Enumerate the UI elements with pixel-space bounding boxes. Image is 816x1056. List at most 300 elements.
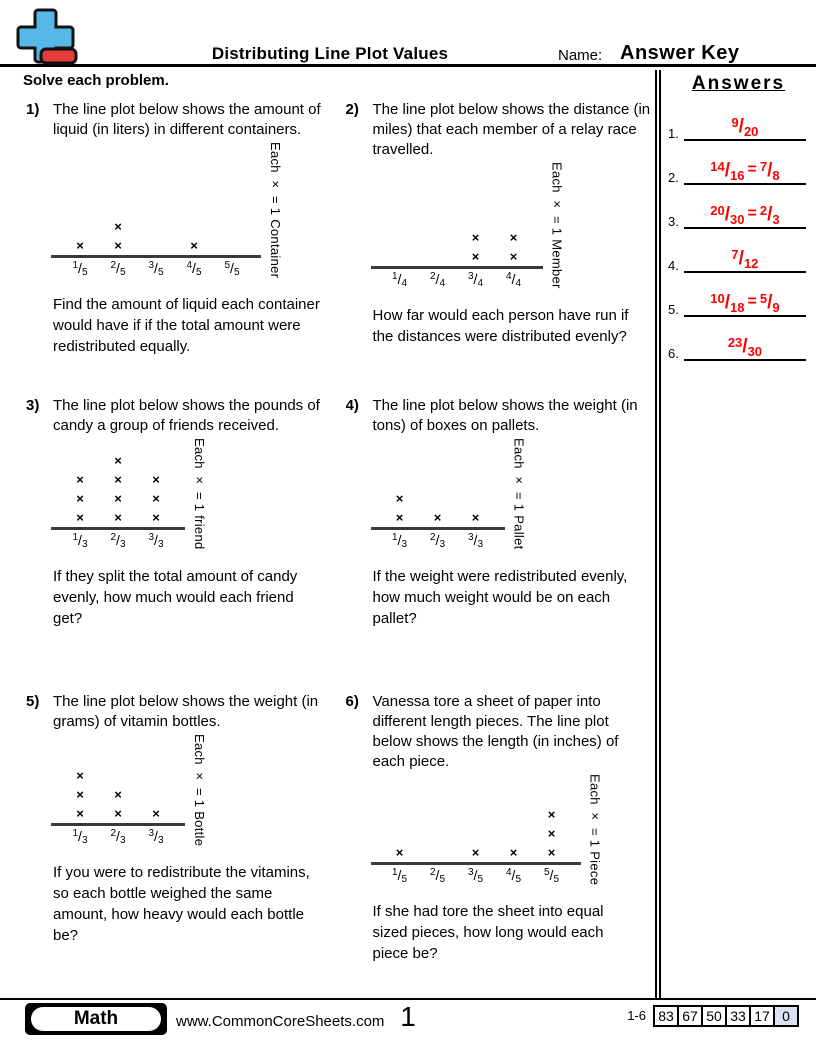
fraction-numerator: 2: [429, 531, 436, 543]
fraction-slash-icon: /: [473, 270, 478, 287]
plot-marks-area: [51, 451, 185, 530]
tick-fraction: [506, 867, 521, 884]
fraction-numerator: 3: [467, 270, 474, 282]
fraction-slash-icon: /: [230, 260, 234, 277]
fraction-slash-icon: /: [511, 867, 516, 884]
plot-column: [533, 805, 571, 862]
tick-label: [419, 530, 457, 550]
score-cell: 33: [725, 1005, 751, 1027]
fraction-slash-icon: /: [154, 260, 158, 277]
fraction-numerator: 4: [505, 270, 512, 282]
tick-fraction: [110, 260, 125, 277]
tick-fraction: [468, 867, 483, 884]
fraction-numerator: 3: [148, 260, 155, 272]
plot-marks-area: [371, 228, 543, 269]
fraction-slash-icon: /: [397, 531, 402, 548]
problem-text: The line plot below shows the weight (in tons) of boxes on pallets.: [372, 397, 638, 434]
answer-fraction: [759, 291, 780, 315]
answer-fraction: [727, 335, 763, 359]
answer-row: [661, 141, 816, 185]
fraction-slash-icon: /: [192, 260, 196, 277]
instructions: Solve each problem.: [23, 72, 169, 89]
plot-key-label: Each × = 1 Member: [549, 162, 565, 289]
plus-minus-icon: [13, 7, 79, 65]
equals-sign: =: [747, 205, 757, 222]
plot-column: [457, 843, 495, 862]
tick-fraction: [186, 260, 201, 277]
tick-fraction: [392, 532, 407, 549]
fraction-slash-icon: /: [435, 531, 440, 548]
score-cell: 17: [749, 1005, 775, 1027]
tick-fraction: [148, 828, 163, 845]
answer-number: 6.: [668, 346, 679, 361]
answer-row: [661, 317, 816, 361]
plot-tick-row: [51, 826, 185, 846]
tick-label: [61, 258, 99, 278]
x-mark-icon: ×: [547, 807, 556, 823]
plot-axis-area: [371, 805, 581, 885]
x-mark-icon: ×: [114, 219, 122, 235]
x-mark-icon: ×: [395, 845, 404, 861]
fraction-slash-icon: /: [154, 828, 158, 845]
plot-tick-row: [371, 530, 505, 550]
fraction-slash-icon: /: [435, 867, 440, 884]
x-mark-icon: ×: [152, 471, 160, 487]
problem-statement: [346, 396, 652, 436]
answer-number: 4.: [668, 258, 679, 273]
tick-label: [61, 826, 99, 846]
fraction-numerator: 20: [710, 203, 725, 218]
x-mark-icon: ×: [509, 248, 518, 264]
plot-column: [419, 508, 457, 527]
fraction-slash-icon: /: [738, 248, 744, 269]
plot-key-label: Each × = 1 Pallet: [511, 438, 527, 550]
fraction-slash-icon: /: [767, 292, 773, 313]
problem-statement: [26, 100, 332, 140]
answers-panel: [655, 70, 816, 998]
x-mark-icon: ×: [76, 787, 84, 803]
line-plot: [51, 142, 332, 278]
fraction-numerator: 1: [391, 270, 398, 282]
x-mark-icon: ×: [152, 806, 160, 822]
fraction-numerator: 1: [72, 531, 79, 543]
fraction-numerator: 1: [72, 828, 79, 840]
x-mark-icon: ×: [114, 806, 122, 822]
answer-fraction: [710, 159, 745, 183]
plot-column: [137, 470, 175, 527]
tick-label: [137, 530, 175, 550]
tick-label: [381, 269, 419, 289]
plot-column: [381, 843, 419, 862]
fraction-slash-icon: /: [724, 204, 731, 225]
answer-blank: [684, 160, 806, 185]
fraction-denominator: 3: [157, 538, 164, 550]
fraction-numerator: 1: [72, 260, 79, 272]
line-plot: [371, 162, 652, 289]
fraction-denominator: 3: [119, 835, 126, 847]
tick-label: [457, 865, 495, 885]
commoncoresheets-logo-icon: [13, 7, 79, 70]
fraction-denominator: 5: [195, 267, 202, 279]
answer-blank: [684, 204, 806, 229]
fraction-denominator: 3: [439, 538, 445, 550]
problem-statement: [26, 396, 332, 436]
fraction-denominator: 5: [401, 874, 407, 886]
answer-value: [710, 291, 780, 315]
problem-text: The line plot below shows the distance (in miles) that each member of a relay race travelled.: [372, 101, 651, 158]
fraction-denominator: 20: [743, 124, 759, 139]
plot-axis-area: [371, 228, 543, 289]
fraction-slash-icon: /: [116, 828, 120, 845]
fraction-slash-icon: /: [473, 867, 478, 884]
problem-number: 5): [26, 693, 40, 710]
answer-blank: [684, 248, 806, 273]
plot-column: [61, 766, 99, 823]
fraction-numerator: 2: [110, 531, 117, 543]
fraction-numerator: 14: [710, 159, 725, 174]
fraction-denominator: 4: [477, 277, 483, 289]
problem-question: If you were to redistribute the vitamins, so each bottle weighed the same amount, how heavy would each bottle be?: [53, 864, 310, 945]
tick-label: [495, 865, 533, 885]
problems-grid: [0, 70, 655, 998]
name-value-answer-key: Answer Key: [620, 42, 740, 64]
fraction-denominator: 5: [233, 267, 240, 279]
fraction-slash-icon: /: [397, 270, 402, 287]
problem-number: 3): [26, 397, 40, 414]
tick-label: [419, 269, 457, 289]
fraction-denominator: 5: [477, 874, 483, 886]
tick-label: [175, 258, 213, 278]
problem-question: If they split the total amount of candy evenly, how much would each friend get?: [53, 567, 298, 627]
problem-number: 2): [345, 101, 359, 118]
tick-fraction: [72, 532, 87, 549]
x-mark-icon: ×: [114, 787, 122, 803]
plot-column: [61, 236, 99, 255]
fraction-denominator: 30: [747, 344, 763, 359]
website-text: www.CommonCoreSheets.com: [176, 1013, 385, 1030]
header: [0, 0, 816, 67]
answer-row: [661, 229, 816, 273]
tick-label: [381, 865, 419, 885]
plot-marks-area: [371, 489, 505, 530]
fraction-denominator: 4: [515, 277, 521, 289]
x-mark-icon: ×: [114, 238, 122, 254]
fraction-numerator: 2: [429, 867, 436, 879]
line-plot: [371, 438, 652, 550]
fraction-numerator: 1: [391, 531, 398, 543]
fraction-denominator: 18: [730, 300, 745, 315]
plot-column: [175, 236, 213, 255]
fraction-denominator: 3: [119, 538, 126, 550]
line-plot: [51, 438, 332, 550]
plot-column: [381, 489, 419, 527]
score-cell: 67: [677, 1005, 703, 1027]
fraction-numerator: 3: [148, 531, 155, 543]
answer-row: [661, 273, 816, 317]
score-cell: 50: [701, 1005, 727, 1027]
x-mark-icon: ×: [509, 229, 518, 245]
answer-fraction: [710, 291, 745, 315]
tick-label: [457, 269, 495, 289]
plot-key-label: Each × = 1 Container: [268, 142, 283, 279]
x-mark-icon: ×: [471, 248, 480, 264]
tick-fraction: [224, 260, 239, 277]
fraction-slash-icon: /: [511, 270, 516, 287]
fraction-slash-icon: /: [738, 116, 744, 137]
answer-value: [731, 247, 759, 271]
plot-column: [495, 843, 533, 862]
answer-row: [661, 185, 816, 229]
tick-label: [99, 826, 137, 846]
plot-column: [99, 217, 137, 255]
plot-axis-area: [371, 489, 505, 550]
answers-list: [661, 97, 816, 361]
score-cell: 0: [773, 1005, 799, 1027]
problem-6: [346, 692, 652, 988]
tick-label: [457, 530, 495, 550]
fraction-denominator: 3: [157, 835, 164, 847]
fraction-denominator: 3: [772, 212, 780, 227]
answer-fraction: [731, 247, 759, 271]
plot-tick-row: [51, 258, 261, 278]
line-plot: [371, 774, 652, 885]
tick-label: [533, 865, 571, 885]
tick-label: [213, 258, 251, 278]
fraction-slash-icon: /: [78, 260, 82, 277]
fraction-slash-icon: /: [78, 828, 82, 845]
fraction-denominator: 3: [81, 538, 88, 550]
tick-fraction: [544, 867, 559, 884]
plot-tick-row: [371, 269, 543, 289]
answer-value: [731, 115, 759, 139]
fraction-denominator: 4: [401, 277, 407, 289]
x-mark-icon: ×: [114, 471, 122, 487]
problem-number: 4): [345, 397, 359, 414]
fraction-slash-icon: /: [767, 160, 773, 181]
fraction-numerator: 5: [543, 867, 550, 879]
plot-column: [61, 470, 99, 527]
fraction-slash-icon: /: [116, 260, 120, 277]
score-cell: 83: [653, 1005, 679, 1027]
tick-fraction: [392, 867, 407, 884]
fraction-slash-icon: /: [397, 867, 402, 884]
tick-fraction: [468, 271, 483, 288]
fraction-numerator: 4: [505, 867, 512, 879]
problem-text: Vanessa tore a sheet of paper into different length pieces. The line plot below shows the length (in inches) of each piece.: [372, 693, 619, 770]
x-mark-icon: ×: [76, 471, 84, 487]
fraction-denominator: 3: [477, 538, 483, 550]
line-plot: [51, 734, 332, 846]
plot-tick-row: [371, 865, 581, 885]
answer-value: [710, 159, 780, 183]
fraction-numerator: 2: [759, 203, 768, 218]
x-mark-icon: ×: [76, 509, 84, 525]
answer-value: [710, 203, 780, 227]
tick-label: [137, 826, 175, 846]
fraction-numerator: 2: [110, 260, 117, 272]
score-range-label: 1-6: [627, 1008, 646, 1023]
plot-column: [99, 785, 137, 823]
problem-question: How far would each person have run if the distances were distributed evenly?: [372, 306, 629, 345]
answer-blank: [684, 116, 806, 141]
plot-axis-area: [51, 451, 185, 550]
answer-number: 1.: [668, 126, 679, 141]
x-mark-icon: ×: [433, 509, 442, 525]
answer-value: [727, 335, 763, 359]
equals-sign: =: [747, 161, 757, 178]
answer-fraction: [759, 203, 780, 227]
x-mark-icon: ×: [114, 452, 122, 468]
plot-column: [457, 228, 495, 266]
fraction-numerator: 10: [710, 291, 725, 306]
tick-fraction: [468, 532, 483, 549]
tick-fraction: [148, 260, 163, 277]
answer-number: 5.: [668, 302, 679, 317]
problem-1: [26, 100, 332, 396]
answer-number: 3.: [668, 214, 679, 229]
main-area: [0, 70, 816, 998]
x-mark-icon: ×: [509, 845, 518, 861]
answer-fraction: [731, 115, 759, 139]
fraction-denominator: 3: [81, 835, 88, 847]
tick-fraction: [110, 532, 125, 549]
tick-fraction: [148, 532, 163, 549]
x-mark-icon: ×: [152, 509, 160, 525]
fraction-slash-icon: /: [473, 531, 478, 548]
x-mark-icon: ×: [152, 490, 160, 506]
answer-blank: [684, 292, 806, 317]
plot-marks-area: [51, 766, 185, 826]
tick-fraction: [430, 271, 445, 288]
x-mark-icon: ×: [395, 490, 404, 506]
fraction-numerator: 9: [731, 115, 739, 130]
answer-number: 2.: [668, 170, 679, 185]
x-mark-icon: ×: [471, 845, 480, 861]
fraction-numerator: 23: [727, 335, 743, 350]
plot-column: [495, 228, 533, 266]
fraction-denominator: 5: [157, 267, 164, 279]
x-mark-icon: ×: [114, 509, 122, 525]
plot-column: [137, 804, 175, 823]
fraction-denominator: 5: [515, 874, 521, 886]
tick-label: [99, 530, 137, 550]
tick-label: [137, 258, 175, 278]
fraction-numerator: 4: [186, 260, 193, 272]
problem-question: If the weight were redistributed evenly, how much weight would be on each pallet?: [372, 567, 628, 627]
problem-3: [26, 396, 332, 692]
problem-statement: [26, 692, 332, 732]
x-mark-icon: ×: [76, 490, 84, 506]
answers-title: Answers: [691, 73, 786, 94]
fraction-slash-icon: /: [435, 270, 440, 287]
x-mark-icon: ×: [76, 768, 84, 784]
x-mark-icon: ×: [76, 806, 84, 822]
x-mark-icon: ×: [190, 238, 198, 254]
tick-label: [99, 258, 137, 278]
fraction-numerator: 2: [429, 270, 436, 282]
x-mark-icon: ×: [76, 238, 84, 254]
problem-5: [26, 692, 332, 988]
fraction-numerator: 3: [467, 531, 474, 543]
plot-axis-area: [51, 766, 185, 846]
plot-key-label: Each × = 1 Bottle: [192, 734, 207, 847]
x-mark-icon: ×: [395, 509, 404, 525]
fraction-numerator: 7: [759, 159, 768, 174]
x-mark-icon: ×: [471, 229, 480, 245]
plot-marks-area: [371, 805, 581, 865]
fraction-slash-icon: /: [116, 531, 120, 548]
fraction-denominator: 5: [81, 267, 88, 279]
tick-fraction: [110, 828, 125, 845]
answer-fraction: [710, 203, 745, 227]
answer-row: [661, 97, 816, 141]
fraction-denominator: 9: [772, 300, 780, 315]
plot-axis-area: [51, 217, 261, 278]
fraction-slash-icon: /: [78, 531, 82, 548]
tick-fraction: [430, 867, 445, 884]
fraction-denominator: 5: [119, 267, 126, 279]
problem-number: 1): [26, 101, 40, 118]
fraction-numerator: 3: [148, 828, 155, 840]
plot-tick-row: [51, 530, 185, 550]
fraction-denominator: 4: [439, 277, 445, 289]
fraction-slash-icon: /: [742, 336, 748, 357]
x-mark-icon: ×: [471, 509, 480, 525]
problem-question: Find the amount of liquid each container would have if if the total amount were redistributed equally.: [53, 296, 320, 356]
fraction-denominator: 30: [730, 212, 745, 227]
fraction-numerator: 2: [110, 828, 117, 840]
problem-statement: [346, 692, 652, 772]
problem-text: The line plot below shows the pounds of candy a group of friends received.: [53, 397, 320, 434]
fraction-slash-icon: /: [724, 160, 731, 181]
x-mark-icon: ×: [547, 826, 556, 842]
answer-fraction: [759, 159, 780, 183]
fraction-denominator: 8: [772, 168, 780, 183]
tick-label: [61, 530, 99, 550]
tick-label: [495, 269, 533, 289]
plot-column: [457, 508, 495, 527]
problem-text: The line plot below shows the amount of liquid (in liters) in different containers.: [53, 101, 321, 138]
fraction-denominator: 5: [553, 874, 559, 886]
page-number: 1: [400, 1001, 416, 1032]
tick-label: [419, 865, 457, 885]
fraction-numerator: 5: [759, 291, 768, 306]
fraction-slash-icon: /: [724, 292, 731, 313]
problem-statement: [346, 100, 652, 160]
fraction-numerator: 7: [731, 247, 739, 262]
problem-number: 6): [345, 693, 359, 710]
plot-key-label: Each × = 1 Piece: [587, 774, 603, 886]
equals-sign: =: [747, 293, 757, 310]
problem-4: [346, 396, 652, 692]
page-title: Distributing Line Plot Values: [211, 44, 449, 63]
problem-text: The line plot below shows the weight (in grams) of vitamin bottles.: [53, 693, 319, 730]
tick-fraction: [392, 271, 407, 288]
tick-fraction: [506, 271, 521, 288]
plot-column: [99, 451, 137, 527]
tick-fraction: [72, 260, 87, 277]
fraction-denominator: 12: [743, 256, 759, 271]
fraction-numerator: 3: [467, 867, 474, 879]
fraction-denominator: 5: [439, 874, 445, 886]
tick-label: [381, 530, 419, 550]
x-mark-icon: ×: [114, 490, 122, 506]
problem-question: If she had tore the sheet into equal sized pieces, how long would each piece be?: [372, 903, 604, 963]
x-mark-icon: ×: [547, 845, 556, 861]
plot-marks-area: [51, 217, 261, 258]
footer: [0, 998, 816, 1056]
problem-2: [346, 100, 652, 396]
